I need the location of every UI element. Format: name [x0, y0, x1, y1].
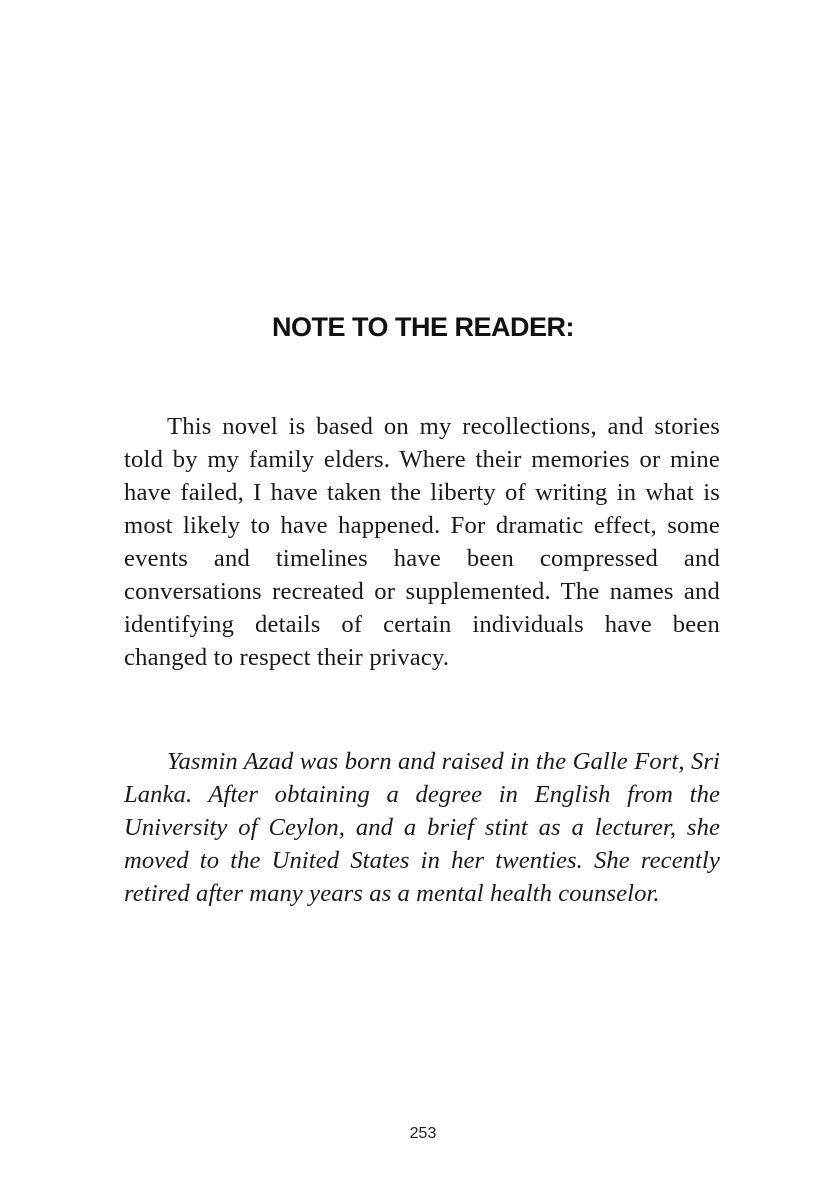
author-bio-paragraph: Yasmin Azad was born and raised in the Galle Fort, Sri Lanka. After obtaining a degree in English from the University of Ceylon, and a brief stint as a lecturer, she moved to the United States in her twenties. She recently retired after many years as a mental health counselor.	[124, 748, 720, 907]
page-title: NOTE TO THE READER:	[271, 312, 574, 342]
note-paragraph: This novel is based on my recollections, and stories told by my family elders. Where their memories or mine have failed, I have taken the liberty of writing in what is most likely to have happened. For dramatic effect, some events and timelines have been compressed and conversations recreated or supplemented. The names and identifying details of certain individuals have been changed to respect their privacy.	[124, 413, 720, 671]
page-number: 253	[409, 1125, 437, 1142]
